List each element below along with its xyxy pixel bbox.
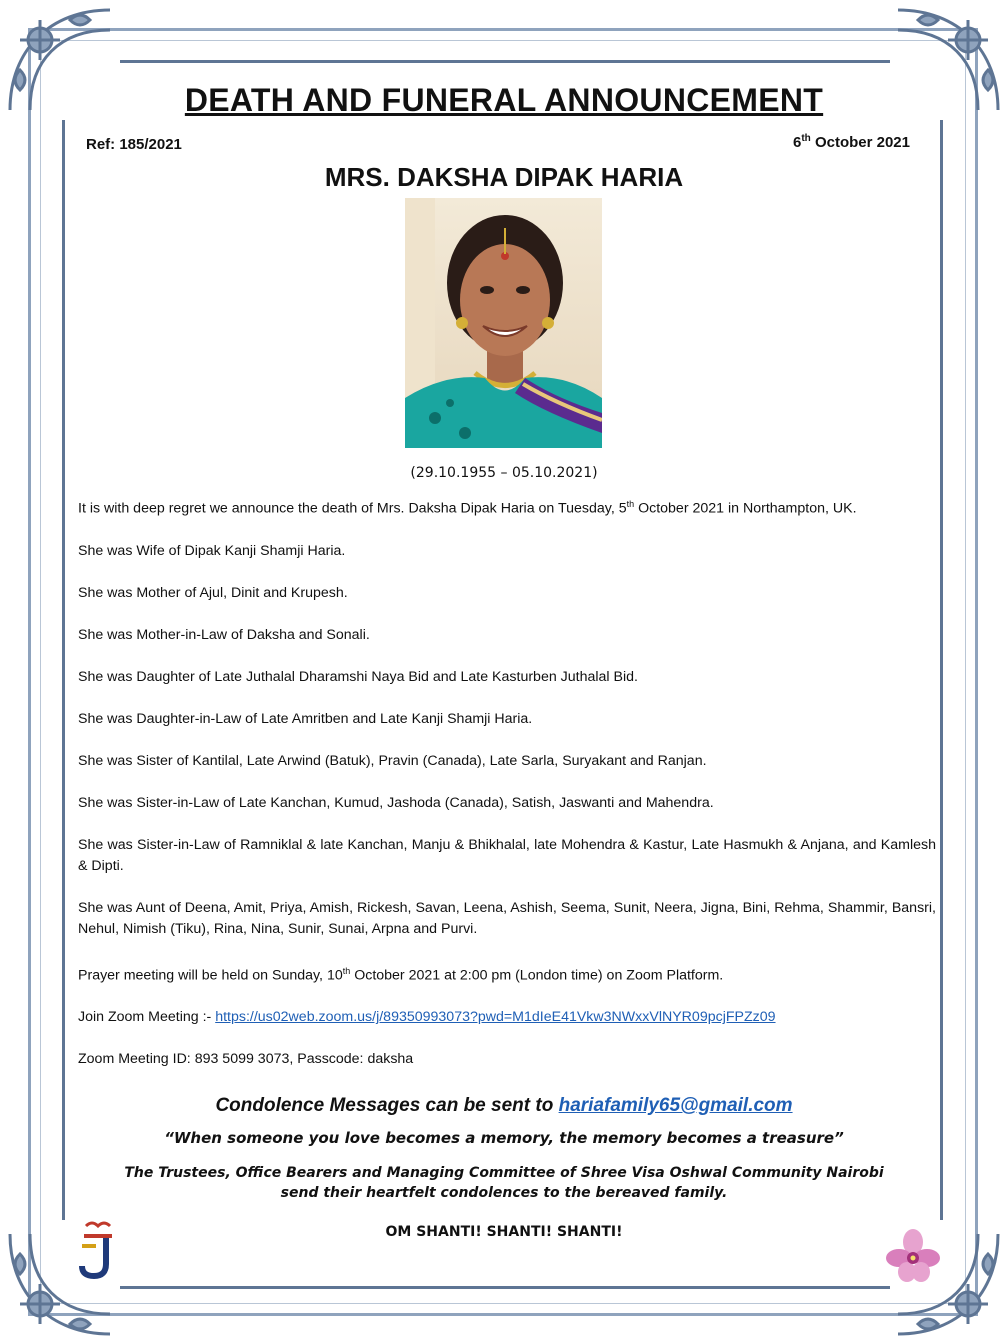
paragraph-aunt: She was Aunt of Deena, Amit, Priya, Amish, Rickesh, Savan, Leena, Ashish, Seema, Sunit, Neera, Jigna, Bini, Rehma, Shammir, Bansri, Nehul, Nimish (Tiku), Rina, Nina, Sunir, Sunai, Arpna and Purvi. (78, 899, 936, 937)
om-shanti: OM SHANTI! SHANTI! SHANTI! (385, 1224, 623, 1240)
paragraph-sister-in-law-1: She was Sister-in-Law of Late Kanchan, Kumud, Jashoda (Canada), Satish, Jaswanti and Mahendra. (78, 794, 714, 811)
border-left-line (62, 120, 65, 1220)
paragraph-wife: She was Wife of Dipak Kanji Shamji Haria. (78, 542, 346, 559)
paragraph-sister-in-law-2: She was Sister-in-Law of Ramniklal & late Kanchan, Manju & Bhikhalal, late Mohendra & Kastur, Late Hasmukh & Anjana, and Kamlesh & Dipti. (78, 836, 936, 874)
portrait-photo (405, 198, 602, 448)
zoom-meeting-link[interactable]: https://us02web.zoom.us/j/89350993073?pwd=M1dIeE41Vkw3NWxxVlNYR09pcjFPZz09 (215, 1009, 776, 1026)
trustees-line-1: The Trustees, Office Bearers and Managing Committee of Shree Visa Oshwal Community Nairobi (124, 1165, 884, 1181)
trustees-message (0, 1163, 1008, 1203)
deceased-name: MRS. DAKSHA DIPAK HARIA (324, 162, 684, 192)
paragraph-daughter-in-law: She was Daughter-in-Law of Late Amritben and Late Kanji Shamji Haria. (78, 710, 533, 727)
reference-number: Ref: 185/2021 (86, 136, 182, 153)
paragraph-death-notice: It is with deep regret we announce the death of Mrs. Daksha Dipak Haria on Tuesday, 5th October 2021 in Northampton, UK. (78, 499, 857, 517)
announcement-body (78, 494, 936, 1091)
announcement-title: DEATH AND FUNERAL ANNOUNCEMENT (184, 82, 824, 118)
memorial-quote: “When someone you love becomes a memory, the memory becomes a treasure” (164, 1129, 844, 1147)
condolence-line: Condolence Messages can be sent to hariafamily65@gmail.com (215, 1095, 793, 1116)
condolence-email-link[interactable]: hariafamily65@gmail.com (558, 1095, 793, 1116)
community-logo-icon (78, 1220, 118, 1280)
paragraph-zoom-id: Zoom Meeting ID: 893 5099 3073, Passcode: daksha (78, 1051, 414, 1068)
paragraph-prayer-meeting: Prayer meeting will be held on Sunday, 10th October 2021 at 2:00 pm (London time) on Zoom Platform. (78, 965, 724, 984)
paragraph-daughter: She was Daughter of Late Juthalal Dharamshi Naya Bid and Late Kasturben Juthalal Bid. (78, 668, 638, 685)
trustees-line-2: send their heartfelt condolences to the bereaved family. (280, 1185, 728, 1201)
border-top-line (120, 60, 890, 63)
paragraph-mother-in-law: She was Mother-in-Law of Daksha and Sonali. (78, 626, 370, 643)
life-dates: (29.10.1955 – 05.10.2021) (410, 465, 598, 481)
paragraph-zoom-link: Join Zoom Meeting :- https://us02web.zoom.us/j/89350993073?pwd=M1dIeE41Vkw3NWxxVlNYR09pcjFPZz09 (78, 1009, 776, 1026)
paragraph-sister: She was Sister of Kantilal, Late Arwind (Batuk), Pravin (Canada), Late Sarla, Suryakant and Ranjan. (78, 752, 707, 769)
border-right-line (940, 120, 943, 1220)
announcement-date: 6th October 2021 (792, 133, 910, 151)
paragraph-mother: She was Mother of Ajul, Dinit and Krupesh. (78, 584, 348, 601)
orchid-flower-icon (885, 1228, 941, 1284)
border-bottom-line (120, 1286, 890, 1289)
